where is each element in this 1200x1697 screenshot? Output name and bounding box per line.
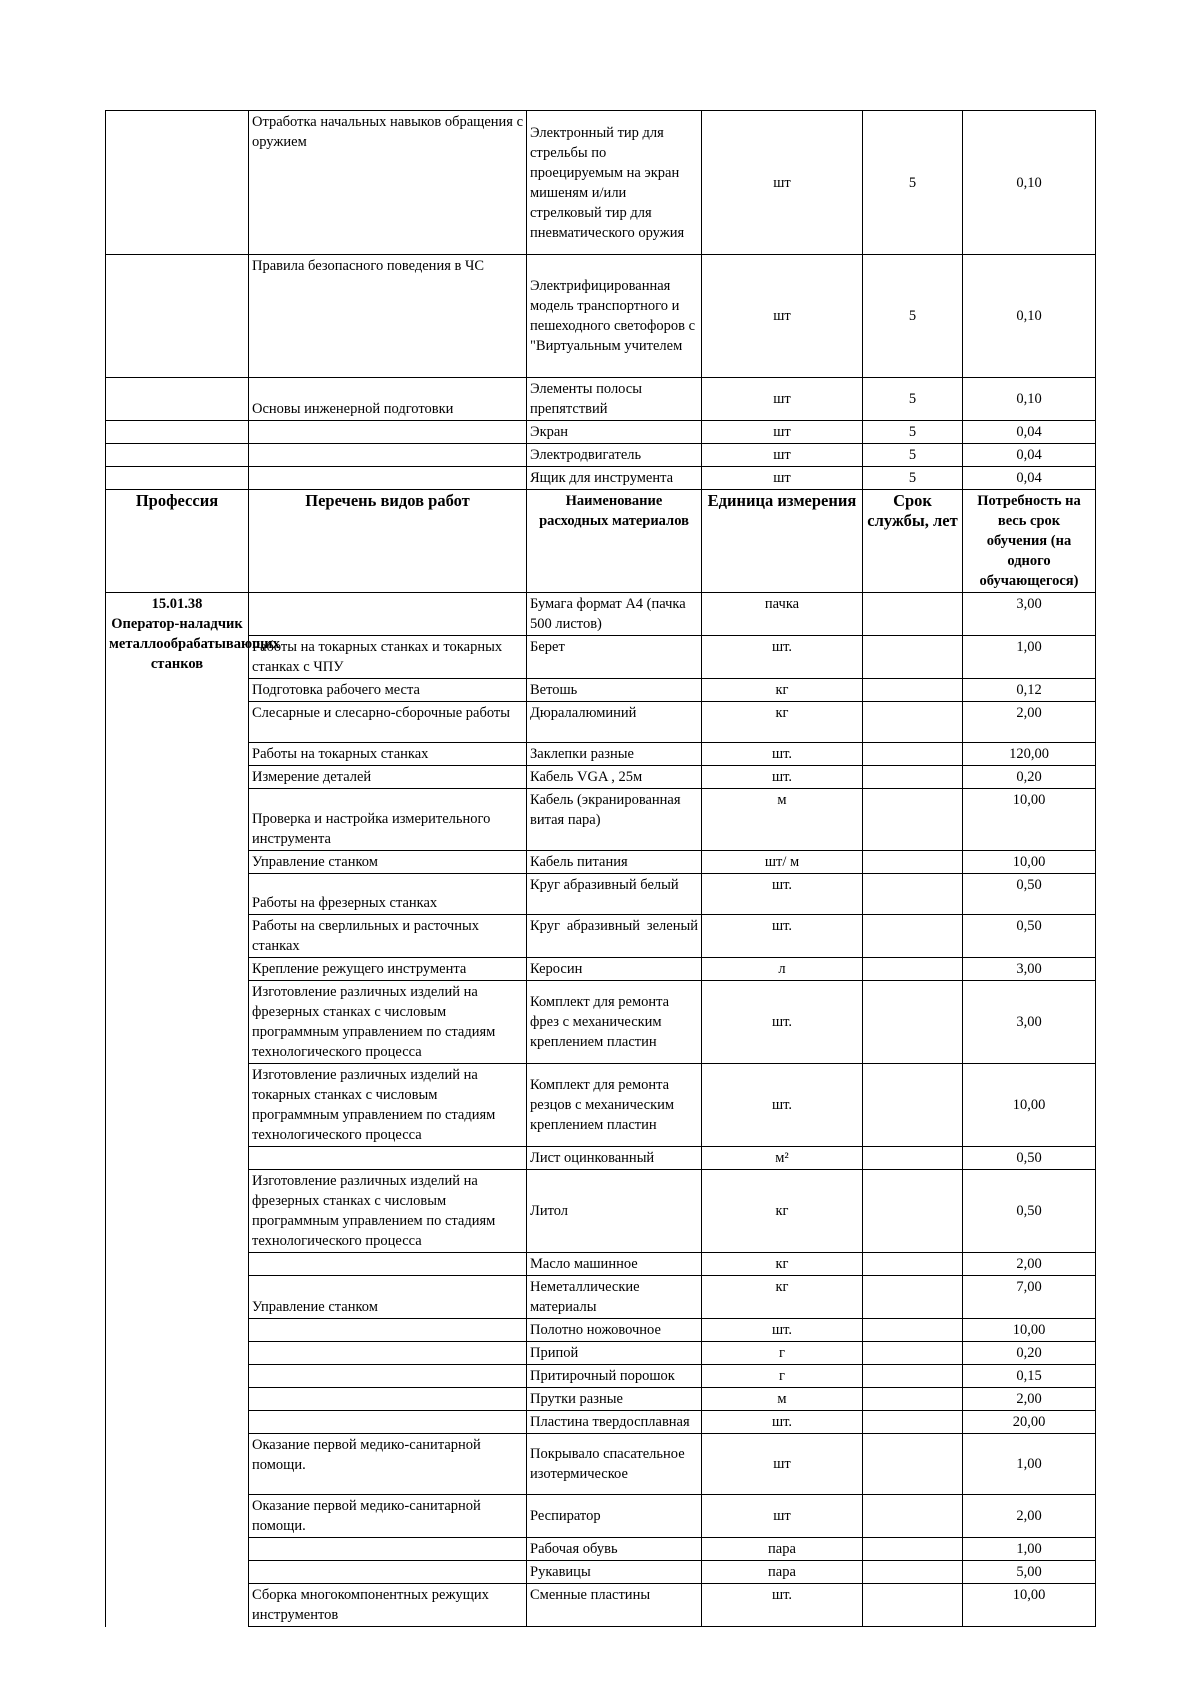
need-cell: 10,00 — [963, 789, 1096, 851]
need-cell: 0,10 — [963, 378, 1096, 421]
unit-cell: шт — [702, 1495, 863, 1538]
table-row — [106, 1147, 1096, 1170]
table-row — [106, 1342, 1096, 1365]
life-cell — [863, 1365, 963, 1388]
table-row — [106, 111, 1096, 255]
profession-cell — [106, 421, 249, 444]
need-cell: 0,50 — [963, 915, 1096, 958]
unit-cell: шт. — [702, 636, 863, 679]
table-row — [106, 1064, 1096, 1147]
work-cell: Управление станком — [249, 851, 527, 874]
need-cell: 0,04 — [963, 421, 1096, 444]
material-cell: Рабочая обувь — [527, 1538, 702, 1561]
unit-cell: шт. — [702, 1319, 863, 1342]
work-cell: Работы на токарных станках — [249, 743, 527, 766]
table-row — [106, 467, 1096, 490]
profession-code: 15.01.38 — [151, 596, 203, 612]
unit-cell: л — [702, 958, 863, 981]
life-cell — [863, 851, 963, 874]
header-life: Срок службы, лет — [863, 490, 963, 593]
life-cell — [863, 981, 963, 1064]
need-cell: 0,50 — [963, 874, 1096, 915]
work-cell — [249, 1365, 527, 1388]
header-works: Перечень видов работ — [249, 490, 527, 593]
need-cell: 0,20 — [963, 1342, 1096, 1365]
work-cell: Изготовление различных изделий на фрезерных станках с числовым программным управлением по стадиям технологического процесса — [249, 1170, 527, 1253]
material-text: Круг абразивный зеленый — [530, 918, 698, 934]
life-cell — [863, 1495, 963, 1538]
material-cell — [527, 915, 702, 958]
table-row — [106, 679, 1096, 702]
unit-cell: шт. — [702, 1064, 863, 1147]
unit-cell: пачка — [702, 593, 863, 636]
life-cell: 5 — [863, 378, 963, 421]
table-row — [106, 958, 1096, 981]
work-cell: Основы инженерной подготовки — [249, 378, 527, 421]
need-cell: 2,00 — [963, 702, 1096, 743]
work-cell — [249, 444, 527, 467]
material-cell: Масло машинное — [527, 1253, 702, 1276]
work-cell — [249, 1342, 527, 1365]
unit-cell: г — [702, 1342, 863, 1365]
life-cell — [863, 766, 963, 789]
work-cell: Оказание первой медико-санитарной помощи. — [249, 1495, 527, 1538]
table-row — [106, 1434, 1096, 1495]
work-cell — [249, 1411, 527, 1434]
table-row — [106, 378, 1096, 421]
need-cell: 0,04 — [963, 467, 1096, 490]
material-cell: Дюралалюминий — [527, 702, 702, 743]
unit-cell: кг — [702, 1276, 863, 1319]
need-cell: 3,00 — [963, 593, 1096, 636]
work-cell — [249, 593, 527, 636]
material-cell: Литол — [527, 1170, 702, 1253]
need-cell: 3,00 — [963, 958, 1096, 981]
profession-cell — [106, 111, 249, 255]
material-cell: Притирочный порошок — [527, 1365, 702, 1388]
life-cell: 5 — [863, 111, 963, 255]
life-cell — [863, 1411, 963, 1434]
life-cell: 5 — [863, 444, 963, 467]
work-cell: Измерение деталей — [249, 766, 527, 789]
life-cell: 5 — [863, 467, 963, 490]
profession-name: Оператор-наладчик металлообрабатывающих станков — [109, 616, 280, 672]
unit-cell: шт — [702, 111, 863, 255]
table-row — [106, 851, 1096, 874]
table-row — [106, 743, 1096, 766]
work-cell: Работы на фрезерных станках — [249, 874, 527, 915]
profession-cell — [106, 593, 280, 1627]
work-cell: Слесарные и слесарно-сборочные работы — [249, 702, 527, 743]
work-cell — [249, 1319, 527, 1342]
life-cell — [863, 1434, 963, 1495]
unit-cell: м — [702, 1388, 863, 1411]
work-cell: Оказание первой медико-санитарной помощи. — [249, 1434, 527, 1495]
material-cell: Круг абразивный белый — [527, 874, 702, 915]
unit-cell: шт/ м — [702, 851, 863, 874]
table-row — [106, 1319, 1096, 1342]
table-row — [106, 444, 1096, 467]
life-cell — [863, 1388, 963, 1411]
material-cell: Кабель (экранированная витая пара) — [527, 789, 702, 851]
material-cell: Респиратор — [527, 1495, 702, 1538]
table-row — [106, 1584, 1096, 1627]
material-cell: Кабель питания — [527, 851, 702, 874]
material-cell: Сменные пластины — [527, 1584, 702, 1627]
need-cell: 10,00 — [963, 1584, 1096, 1627]
work-cell: Отработка начальных навыков обращения с оружием — [249, 111, 527, 255]
material-cell: Неметаллические материалы — [527, 1276, 702, 1319]
need-cell: 0,15 — [963, 1365, 1096, 1388]
material-cell: Припой — [527, 1342, 702, 1365]
material-cell: Полотно ножовочное — [527, 1319, 702, 1342]
unit-cell: шт — [702, 467, 863, 490]
work-cell — [249, 1253, 527, 1276]
unit-cell: кг — [702, 702, 863, 743]
table-row — [106, 789, 1096, 851]
need-cell: 1,00 — [963, 1434, 1096, 1495]
life-cell — [863, 1253, 963, 1276]
profession-cell — [106, 467, 249, 490]
need-cell: 0,20 — [963, 766, 1096, 789]
unit-cell: м — [702, 789, 863, 851]
work-cell — [249, 1561, 527, 1584]
material-cell: Ветошь — [527, 679, 702, 702]
material-cell: Берет — [527, 636, 702, 679]
table-row — [106, 1561, 1096, 1584]
table-row — [106, 636, 1096, 679]
work-cell: Изготовление различных изделий на токарных станках с числовым программным управлением по стадиям технологического процесса — [249, 1064, 527, 1147]
life-cell — [863, 702, 963, 743]
need-cell: 3,00 — [963, 981, 1096, 1064]
life-cell — [863, 593, 963, 636]
table-row — [106, 702, 1096, 743]
material-cell: Заклепки разные — [527, 743, 702, 766]
unit-cell: кг — [702, 1253, 863, 1276]
table-row — [106, 1365, 1096, 1388]
unit-cell: шт. — [702, 915, 863, 958]
life-cell: 5 — [863, 421, 963, 444]
material-cell: Рукавицы — [527, 1561, 702, 1584]
material-cell: Электрифицированная модель транспортного и пешеходного светофоров с "Виртуальным учителем — [527, 255, 702, 378]
work-cell: Проверка и настройка измерительного инструмента — [249, 789, 527, 851]
life-cell — [863, 915, 963, 958]
unit-cell: шт. — [702, 981, 863, 1064]
life-cell — [863, 1064, 963, 1147]
life-cell — [863, 679, 963, 702]
work-cell — [249, 1538, 527, 1561]
unit-cell: шт — [702, 421, 863, 444]
unit-cell: кг — [702, 679, 863, 702]
work-cell: Подготовка рабочего места — [249, 679, 527, 702]
material-cell: Прутки разные — [527, 1388, 702, 1411]
work-cell — [249, 1388, 527, 1411]
header-materials: Наименование расходных материалов — [527, 490, 702, 593]
work-cell: Изготовление различных изделий на фрезерных станках с числовым программным управлением по стадиям технологического процесса — [249, 981, 527, 1064]
unit-cell: кг — [702, 1170, 863, 1253]
material-cell: Электродвигатель — [527, 444, 702, 467]
material-cell: Лист оцинкованный — [527, 1147, 702, 1170]
material-cell: Бумага формат А4 (пачка 500 листов) — [527, 593, 702, 636]
profession-cell — [106, 444, 249, 467]
life-cell — [863, 743, 963, 766]
need-cell: 7,00 — [963, 1276, 1096, 1319]
life-cell — [863, 958, 963, 981]
table-row — [106, 981, 1096, 1064]
header-need: Потребность на весь срок обучения (на одного обучающегося) — [963, 490, 1096, 593]
need-cell: 10,00 — [963, 1064, 1096, 1147]
material-cell: Пластина твердосплавная — [527, 1411, 702, 1434]
table-row — [106, 1253, 1096, 1276]
unit-cell: шт — [702, 444, 863, 467]
work-cell: Управление станком — [249, 1276, 527, 1319]
need-cell: 10,00 — [963, 851, 1096, 874]
need-cell: 2,00 — [963, 1388, 1096, 1411]
material-cell: Элементы полосы препятствий — [527, 378, 702, 421]
life-cell: 5 — [863, 255, 963, 378]
header-unit: Единица измерения — [702, 490, 863, 593]
unit-cell: пара — [702, 1538, 863, 1561]
profession-cell — [106, 378, 249, 421]
need-cell: 1,00 — [963, 1538, 1096, 1561]
material-cell: Керосин — [527, 958, 702, 981]
need-cell: 20,00 — [963, 1411, 1096, 1434]
need-cell: 10,00 — [963, 1319, 1096, 1342]
life-cell — [863, 1561, 963, 1584]
life-cell — [863, 1147, 963, 1170]
table-row — [106, 255, 1096, 378]
need-cell: 0,04 — [963, 444, 1096, 467]
work-cell — [249, 467, 527, 490]
material-cell: Экран — [527, 421, 702, 444]
need-cell: 0,12 — [963, 679, 1096, 702]
work-cell: Работы на токарных станках и токарных станках с ЧПУ — [249, 636, 527, 679]
work-cell: Крепление режущего инструмента — [249, 958, 527, 981]
work-cell — [249, 1147, 527, 1170]
table-row — [106, 915, 1096, 958]
need-cell: 0,10 — [963, 255, 1096, 378]
work-cell — [249, 421, 527, 444]
life-cell — [863, 1584, 963, 1627]
table-row — [106, 1388, 1096, 1411]
table-row — [106, 421, 1096, 444]
header-profession: Профессия — [106, 490, 249, 593]
unit-cell: м² — [702, 1147, 863, 1170]
material-cell: Комплект для ремонта резцов с механическим креплением пластин — [527, 1064, 702, 1147]
unit-cell: шт. — [702, 874, 863, 915]
material-cell: Электронный тир для стрельбы по проецируемым на экран мишеням и/или стрелковый тир для пневматического оружия — [527, 111, 702, 255]
material-cell: Кабель VGA , 25м — [527, 766, 702, 789]
life-cell — [863, 1170, 963, 1253]
table-row — [106, 1495, 1096, 1538]
table-row — [106, 874, 1096, 915]
work-cell: Работы на сверлильных и расточных станках — [249, 915, 527, 958]
materials-table — [105, 110, 1096, 1627]
unit-cell: шт — [702, 378, 863, 421]
profession-cell — [106, 255, 249, 378]
need-cell: 2,00 — [963, 1495, 1096, 1538]
unit-cell: шт — [702, 255, 863, 378]
life-cell — [863, 1342, 963, 1365]
need-cell: 0,50 — [963, 1170, 1096, 1253]
material-cell: Покрывало спасательное изотермическое — [527, 1434, 702, 1495]
life-cell — [863, 1319, 963, 1342]
need-cell: 0,10 — [963, 111, 1096, 255]
unit-cell: г — [702, 1365, 863, 1388]
life-cell — [863, 789, 963, 851]
table-row — [106, 1411, 1096, 1434]
life-cell — [863, 874, 963, 915]
material-cell: Ящик для инструмента — [527, 467, 702, 490]
work-cell: Сборка многокомпонентных режущих инструментов — [249, 1584, 527, 1627]
table-row — [106, 1170, 1096, 1253]
need-cell: 5,00 — [963, 1561, 1096, 1584]
table-header-row — [106, 490, 1096, 593]
life-cell — [863, 636, 963, 679]
unit-cell: шт. — [702, 1584, 863, 1627]
work-cell: Правила безопасного поведения в ЧС — [249, 255, 527, 378]
unit-cell: шт. — [702, 743, 863, 766]
need-cell: 2,00 — [963, 1253, 1096, 1276]
life-cell — [863, 1538, 963, 1561]
table-row — [106, 1276, 1096, 1319]
material-cell: Комплект для ремонта фрез с механическим креплением пластин — [527, 981, 702, 1064]
need-cell: 120,00 — [963, 743, 1096, 766]
table-row — [106, 766, 1096, 789]
life-cell — [863, 1276, 963, 1319]
unit-cell: шт. — [702, 1411, 863, 1434]
unit-cell: пара — [702, 1561, 863, 1584]
unit-cell: шт — [702, 1434, 863, 1495]
table-row — [106, 1538, 1096, 1561]
table-row — [106, 593, 1096, 636]
need-cell: 0,50 — [963, 1147, 1096, 1170]
unit-cell: шт. — [702, 766, 863, 789]
need-cell: 1,00 — [963, 636, 1096, 679]
